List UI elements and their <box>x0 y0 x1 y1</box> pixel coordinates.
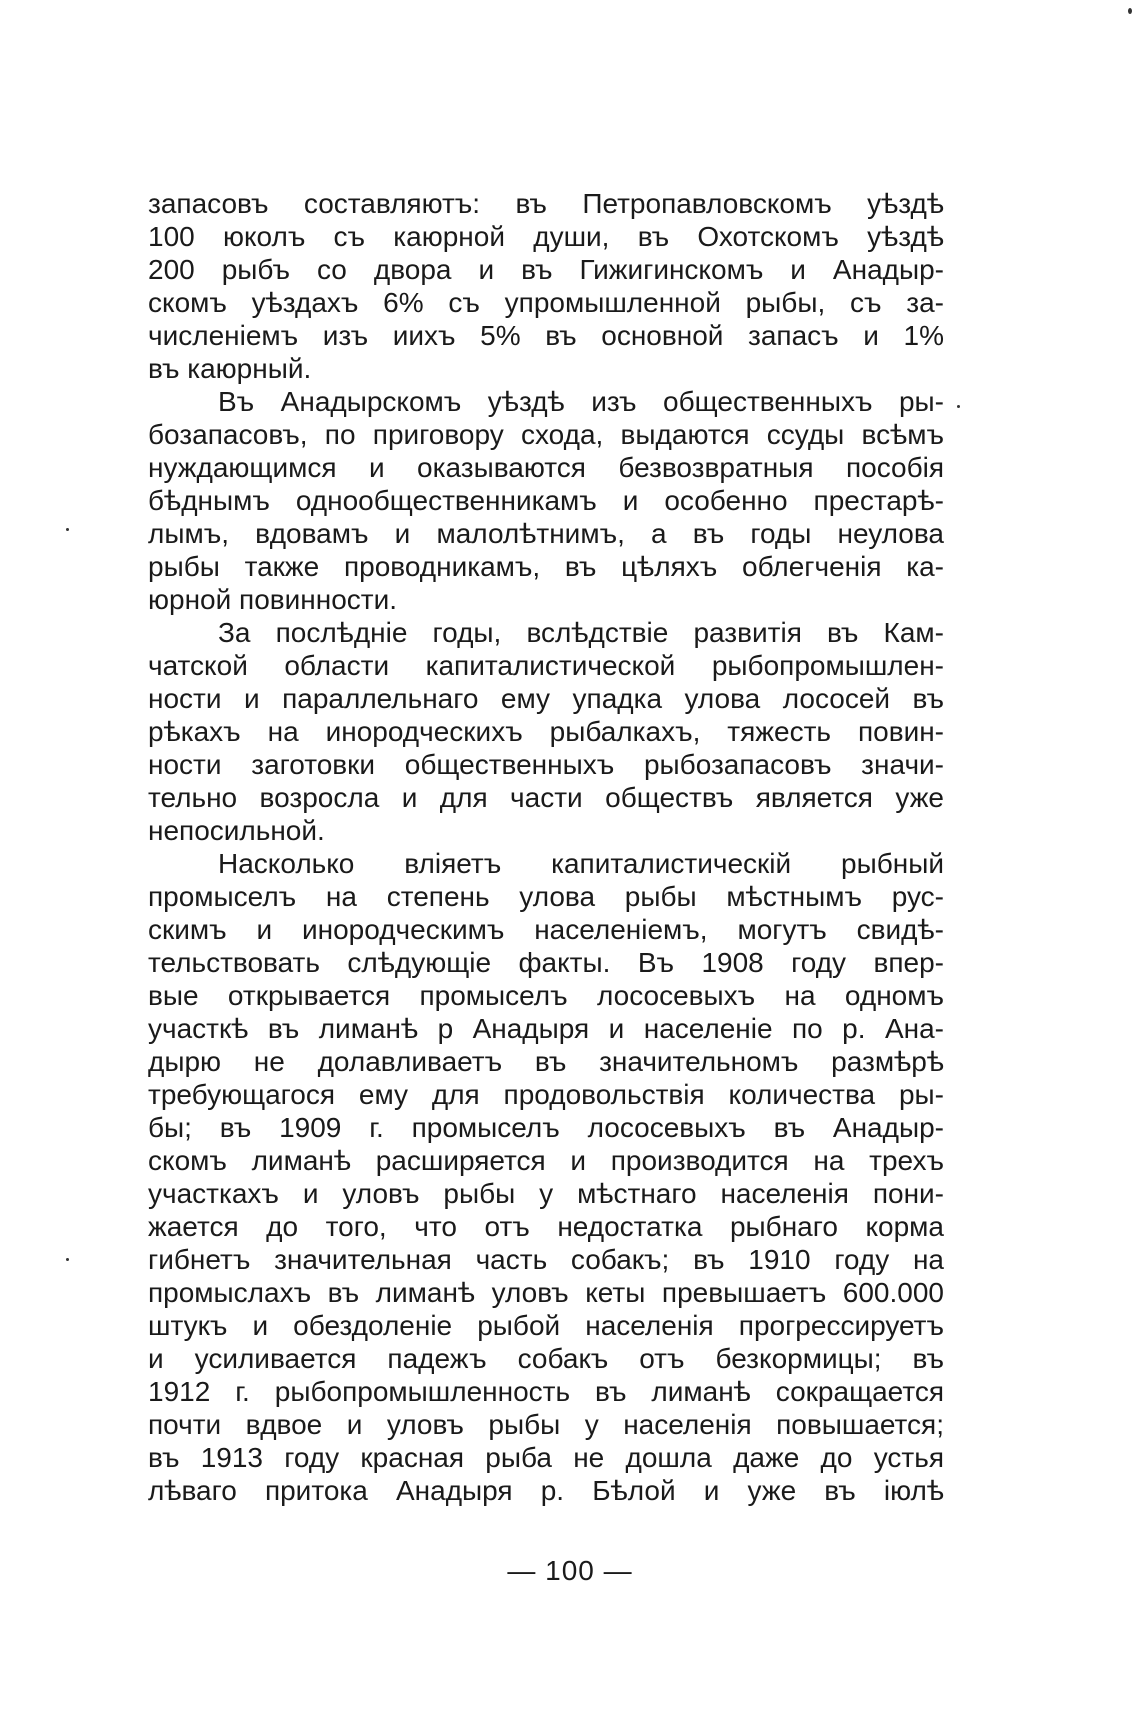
text-line: непосильной. <box>148 815 325 846</box>
scan-speck <box>66 1258 69 1261</box>
text-line: вые открывается промыселъ лососевыхъ на одномъ <box>148 980 944 1011</box>
text-line: скимъ и инородческимъ населеніемъ, могутъ свидѣ- <box>148 914 944 945</box>
page-number: — 100 — <box>507 1555 633 1586</box>
text-line: запасовъ составляютъ: въ Петропавловскомъ уѣздѣ <box>148 188 944 219</box>
text-line: въ 1913 году красная рыба не дошла даже до устья <box>148 1442 944 1473</box>
scan-speck <box>1128 8 1132 14</box>
text-line: численіемъ изъ иихъ 5% въ основной запасъ и 1% <box>148 320 944 351</box>
text-line: и усиливается падежъ собакъ отъ безкормицы; въ <box>148 1343 944 1374</box>
scan-speck <box>957 405 960 408</box>
text-line: гибнетъ значительная часть собакъ; въ 1910 году на <box>148 1244 944 1275</box>
text-line: участкѣ въ лиманѣ р Анадыря и населеніе по р. Ана- <box>148 1013 944 1044</box>
text-line: бы; въ 1909 г. промыселъ лососевыхъ въ Анадыр- <box>148 1112 944 1143</box>
text-line: юрной повинности. <box>148 584 398 615</box>
text-line: нуждающимся и оказываются безвозвратныя пособія <box>148 452 944 483</box>
scan-speck <box>66 528 69 531</box>
text-line: ности заготовки общественныхъ рыбозапасовъ значи- <box>148 749 944 780</box>
text-line: Насколько вліяетъ капиталистическій рыбный <box>218 848 944 879</box>
text-line: лѣваго притока Анадыря р. Бѣлой и уже въ іюлѣ <box>148 1475 944 1506</box>
text-line: 100 юколъ съ каюрной души, въ Охотскомъ уѣздѣ <box>148 221 944 252</box>
text-line: бозапасовъ, по приговору схода, выдаются ссуды всѣмъ <box>148 419 944 450</box>
text-line: жается до того, что отъ недостатка рыбнаго корма <box>148 1211 944 1242</box>
text-line: 200 рыбъ со двора и въ Гижигинскомъ и Анадыр- <box>148 254 944 285</box>
text-line: скомъ уѣздахъ 6% съ упромышленной рыбы, съ за- <box>148 287 944 318</box>
text-line: рѣкахъ на инородческихъ рыбалкахъ, тяжесть повин- <box>148 716 944 747</box>
text-line: бѣднымъ однообщественникамъ и особенно престарѣ- <box>148 485 944 516</box>
text-line: скомъ лиманѣ расширяется и производится на трехъ <box>148 1145 944 1176</box>
text-line: ности и параллельнаго ему упадка улова лососей въ <box>148 683 944 714</box>
text-line: лымъ, вдовамъ и малолѣтнимъ, а въ годы неулова <box>148 518 944 549</box>
text-line: въ каюрный. <box>148 353 312 384</box>
text-line: За послѣдніе годы, вслѣдствіе развитія въ Кам- <box>218 617 944 648</box>
text-line: тельно возросла и для части обществъ является уже <box>148 782 944 813</box>
text-line: промыселъ на степень улова рыбы мѣстнымъ рус- <box>148 881 944 912</box>
text-line: требующагося ему для продовольствія количества ры- <box>148 1079 944 1110</box>
text-line: промыслахъ въ лиманѣ уловъ кеты превышаетъ 600.000 <box>148 1277 944 1308</box>
text-line: Въ Анадырскомъ уѣздѣ изъ общественныхъ ры- <box>218 386 944 417</box>
text-line: штукъ и обездоленіе рыбой населенія прогрессируетъ <box>148 1310 944 1341</box>
text-line: участкахъ и уловъ рыбы у мѣстнаго населенія пони- <box>148 1178 944 1209</box>
text-line: тельствовать слѣдующіе факты. Въ 1908 году впер- <box>148 947 944 978</box>
text-line: почти вдвое и уловъ рыбы у населенія повышается; <box>148 1409 944 1440</box>
text-line: рыбы также проводникамъ, въ цѣляхъ облегченія ка- <box>148 551 944 582</box>
text-line: чатской области капиталистической рыбопромышлен- <box>148 650 944 681</box>
text-line: 1912 г. рыбопромышленность въ лиманѣ сокращается <box>148 1376 944 1407</box>
body-text <box>148 187 944 1507</box>
text-line: дырю не долавливаетъ въ значительномъ размѣрѣ <box>148 1046 944 1077</box>
